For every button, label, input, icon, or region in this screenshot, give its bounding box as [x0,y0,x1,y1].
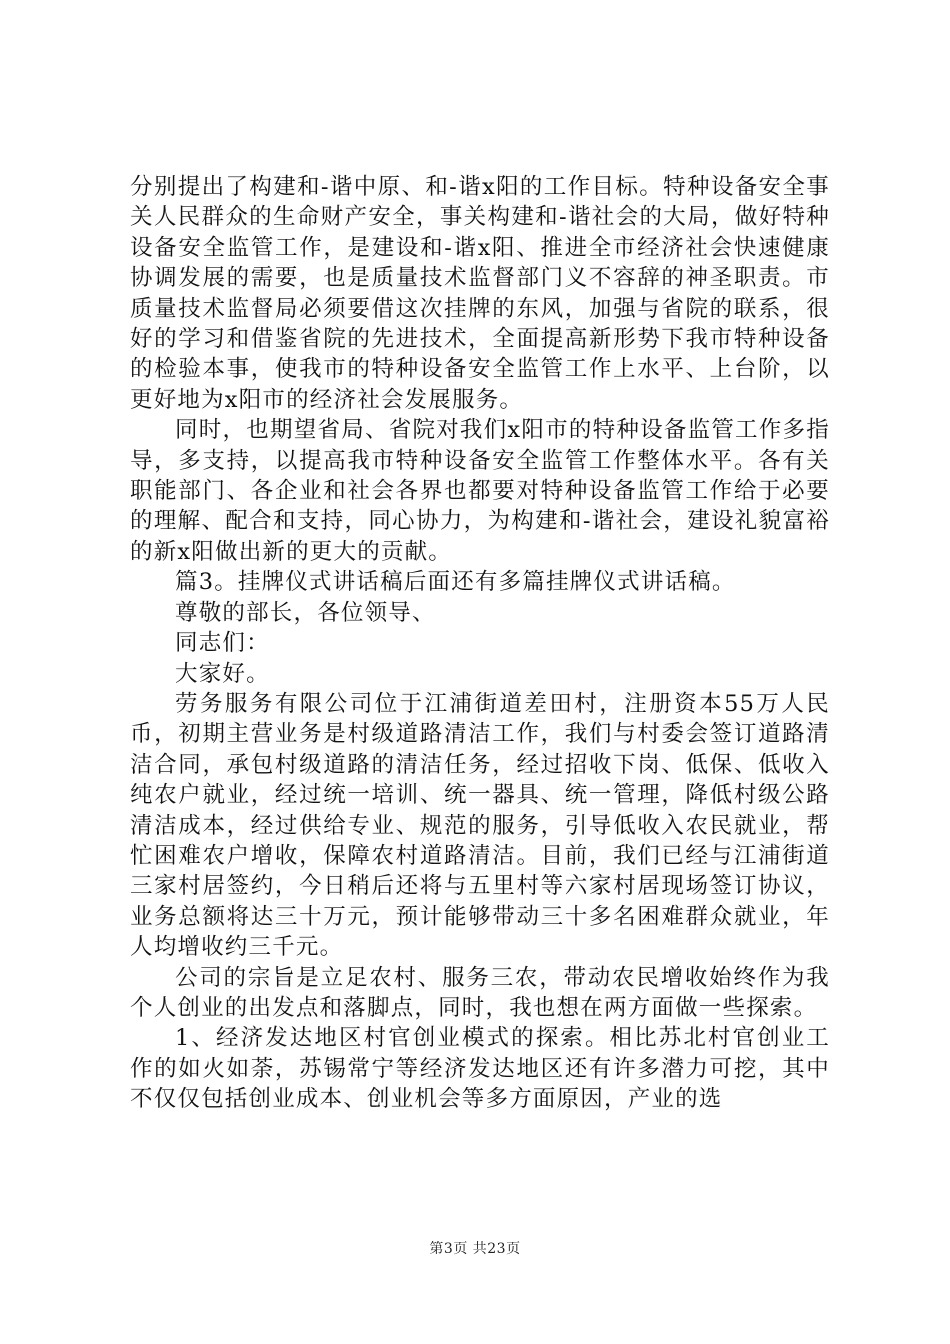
paragraph-salutation-comrades: 同志们： [175,630,270,657]
paragraph-salutation-leaders: 尊敬的部长，各位领导、 [175,599,436,626]
paragraph-section-3-heading: 篇3。挂牌仪式讲话稿后面还有多篇挂牌仪式讲话稿。 [175,569,736,596]
paragraph-greeting: 大家好。 [175,660,270,687]
paragraph-company-intro: 劳务服务有限公司位于江浦街道差田村，注册资本55万人民币，初期主营业务是村级道路清洁工作，我们与村委会签订道路清洁合同，承包村级道路的清洁任务，经过招收下岗、低保、低收入纯农户就业，经过统一培训、统一器具、统一管理，降低村级公路清洁成本，经过供给专业、规范的服务，引导低收入农民就业，帮忙困难农户增收，保障农村道路清洁。目前，我们已经与江浦街道三家村居签约，今日稍后还将与五里村等六家村居现场签订协议，业务总额将达三十万元，预计能够带动三十多名困难群众就业，年人均增收约三千元。 [130,690,830,961]
paragraph-exploration-1: 1、经济发达地区村官创业模式的探索。相比苏北村官创业工作的如火如荼，苏锡常宁等经济发达地区还有许多潜力可挖，其中不仅仅包括创业成本、创业机会等多方面原因，产业的选 [130,1025,830,1113]
document-body [130,172,830,1115]
paragraph-company-purpose: 公司的宗旨是立足农村、服务三农，带动农民增收始终作为我个人创业的出发点和落脚点，同时，我也想在两方面做一些探索。 [130,964,830,1021]
page-number-footer: 第3页 共23页 [429,1241,521,1257]
paragraph-expectation: 同时，也期望省局、省院对我们x阳市的特种设备监管工作多指导，多支持，以提高我市特种设备安全监管工作整体水平。各有关职能部门、各企业和社会各界也都要对特种设备监管工作给于必要的理解、配合和支持，同心协力，为构建和-谐社会，建设礼貌富裕的新x阳做出新的更大的贡献。 [130,417,830,565]
paragraph-goals: 分别提出了构建和-谐中原、和-谐x阳的工作目标。特种设备安全事关人民群众的生命财产安全，事关构建和-谐社会的大局，做好特种设备安全监管工作，是建设和-谐x阳、推进全市经济社会快速健康协调发展的需要，也是质量技术监督部门义不容辞的神圣职责。市质量技术监督局必须要借这次挂牌的东风，加强与省院的联系，很好的学习和借鉴省院的先进技术，全面提高新形势下我市特种设备的检验本事，使我市的特种设备安全监管工作上水平、上台阶，以更好地为x阳市的经济社会发展服务。 [130,174,830,413]
